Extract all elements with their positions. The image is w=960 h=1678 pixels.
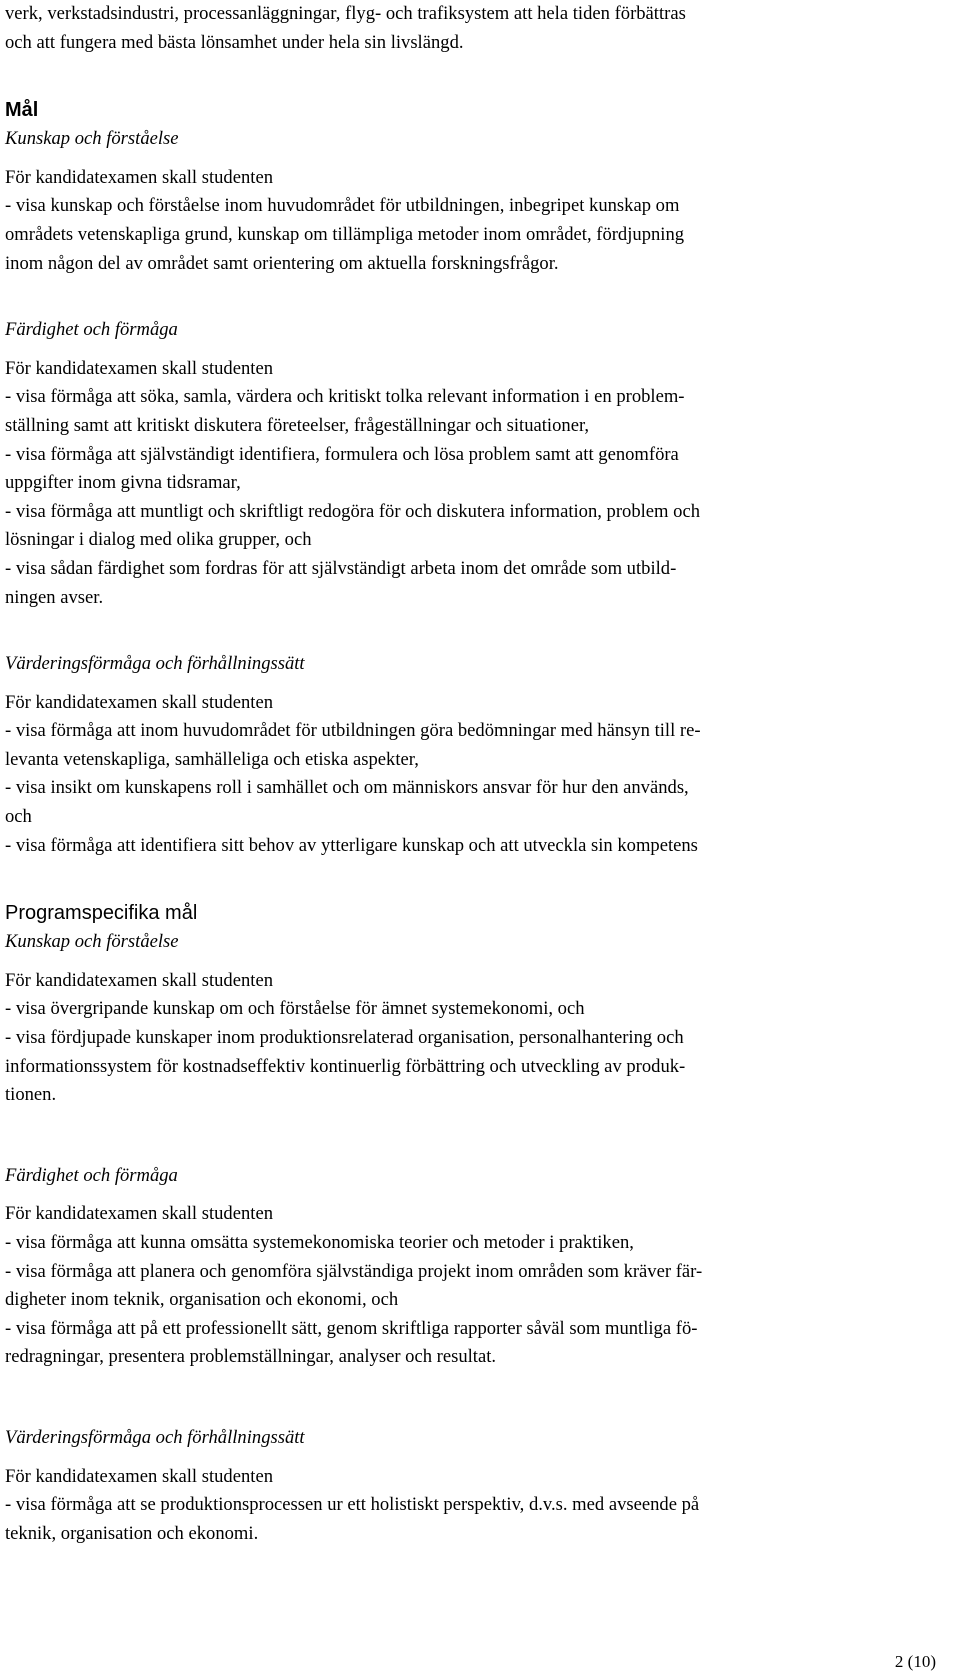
text-line: uppgifter inom givna tidsramar, — [5, 472, 241, 494]
mal-heading: Mål — [5, 99, 39, 122]
section-lead: För kandidatexamen skall studenten — [5, 357, 273, 379]
text-line: - visa förmåga att på ett professionellt sätt, genom skriftliga rapporter såväl som muntliga fö- — [5, 1317, 698, 1339]
section-title: Kunskap och förståelse — [5, 128, 179, 150]
text-line: - visa förmåga att söka, samla, värdera och kritiskt tolka relevant information i en problem- — [5, 386, 685, 408]
text-line: - visa förmåga att kunna omsätta systemekonomiska teorier och metoder i praktiken, — [5, 1232, 634, 1253]
section-lead: För kandidatexamen skall studenten — [5, 166, 273, 188]
document-page — [5, 0, 945, 1548]
text-line: levanta vetenskapliga, samhälleliga och etiska aspekter, — [5, 748, 419, 770]
text-line: ställning samt att kritiskt diskutera företeelser, frågeställningar och situationer, — [5, 414, 590, 436]
text-line: teknik, organisation och ekonomi. — [5, 1522, 259, 1544]
section-lead: För kandidatexamen skall studenten — [5, 969, 273, 991]
text-line: - visa kunskap och förståelse inom huvudområdet för utbildningen, inbegripet kunskap om — [5, 195, 680, 217]
text-line: områdets vetenskapliga grund, kunskap om tillämpliga metoder inom området, fördjupning — [5, 223, 685, 245]
section-title: Färdighet och förmåga — [5, 319, 178, 341]
section-title: Värderingsförmåga och förhållningssätt — [5, 1426, 305, 1448]
page-number: 2 (10) — [894, 1652, 936, 1671]
text-line: lösningar i dialog med olika grupper, och — [5, 529, 312, 551]
text-line: - visa insikt om kunskapens roll i samhället och om människors ansvar för hur den används, — [5, 777, 689, 799]
program-heading: Programspecifika mål — [5, 902, 198, 925]
text-line: och — [5, 806, 32, 828]
text-line: - visa sådan färdighet som fordras för att självständigt arbeta inom det område som utbild- — [5, 557, 677, 579]
text-line: - visa förmåga att se produktionsprocessen ur ett holistiskt perspektiv, d.v.s. med avseende på — [5, 1494, 700, 1516]
section-lead: För kandidatexamen skall studenten — [5, 691, 273, 713]
intro-line: verk, verkstadsindustri, processanläggningar, flyg- och trafiksystem att hela tiden förbättras — [5, 3, 686, 24]
text-line: tionen. — [5, 1084, 57, 1106]
text-line: - visa förmåga att självständigt identifiera, formulera och lösa problem samt att genomföra — [5, 443, 679, 465]
text-line: - visa förmåga att identifiera sitt behov av ytterligare kunskap och att utveckla sin kompetens — [5, 834, 698, 856]
intro-line: och att fungera med bästa lönsamhet under hela sin livslängd. — [5, 31, 464, 53]
text-line: inom någon del av området samt orientering om aktuella forskningsfrågor. — [5, 252, 559, 274]
text-line: - visa fördjupade kunskaper inom produktionsrelaterad organisation, personalhantering och — [5, 1027, 684, 1049]
text-line: ningen avser. — [5, 586, 104, 608]
section-title: Värderingsförmåga och förhållningssätt — [5, 653, 305, 675]
text-line: digheter inom teknik, organisation och ekonomi, och — [5, 1289, 399, 1311]
text-line: - visa förmåga att planera och genomföra självständiga projekt inom områden som kräver fär- — [5, 1260, 703, 1282]
section-lead: För kandidatexamen skall studenten — [5, 1465, 273, 1487]
text-line: informationssystem för kostnadseffektiv kontinuerlig förbättring och utveckling av produk- — [5, 1055, 686, 1077]
text-line: - visa förmåga att muntligt och skriftligt redogöra för och diskutera information, problem och — [5, 500, 701, 522]
text-line: redragningar, presentera problemställningar, analyser och resultat. — [5, 1346, 497, 1368]
section-title: Färdighet och förmåga — [5, 1164, 178, 1186]
text-line: - visa förmåga att inom huvudområdet för utbildningen göra bedömningar med hänsyn till re- — [5, 720, 701, 742]
text-line: - visa övergripande kunskap om och förståelse för ämnet systemekonomi, och — [5, 998, 585, 1020]
section-title: Kunskap och förståelse — [5, 931, 179, 953]
section-lead: För kandidatexamen skall studenten — [5, 1203, 273, 1225]
